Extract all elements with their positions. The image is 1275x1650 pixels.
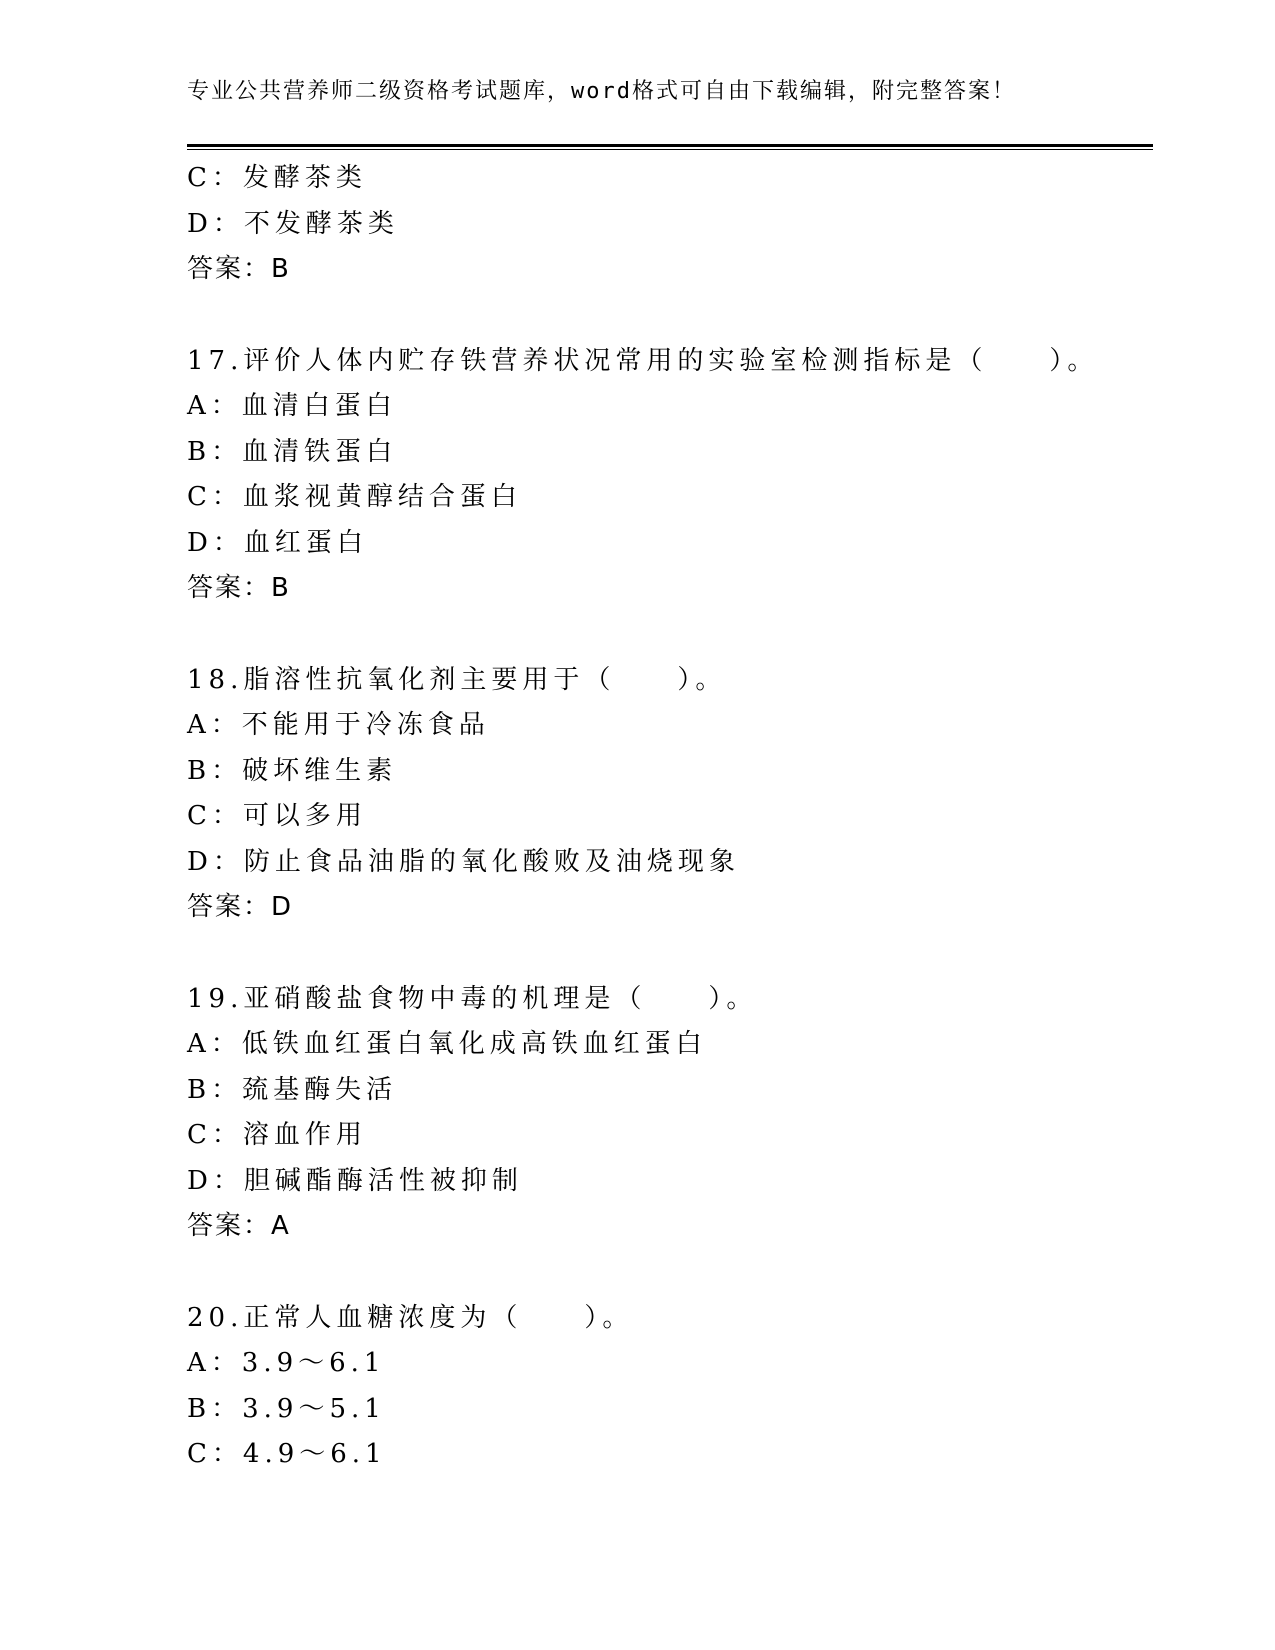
option-line: B：3.9～5.1 [187, 1393, 386, 1424]
answer-line: 答案：B [187, 573, 291, 603]
question-stem: 18.脂溶性抗氧化剂主要用于（ ）。 [187, 664, 727, 695]
option-line: A：低铁血红蛋白氧化成高铁血红蛋白 [187, 1029, 707, 1059]
answer-line: 答案：A [187, 1211, 291, 1241]
header-rule-thin [187, 149, 1153, 150]
page-header: 专业公共营养师二级资格考试题库，word格式可自由下载编辑，附完整答案！ [187, 79, 1016, 104]
option-line: A：3.9～6.1 [187, 1348, 386, 1378]
question-stem: 17.评价人体内贮存铁营养状况常用的实验室检测指标是（ ）。 [187, 345, 1099, 376]
question-list [187, 156, 1153, 1478]
option-line: C：发酵茶类 [187, 163, 367, 193]
option-line: C：溶血作用 [187, 1120, 367, 1150]
option-line: D：血红蛋白 [187, 527, 368, 558]
option-line: D：防止食品油脂的氧化酸败及油烧现象 [187, 846, 740, 877]
option-line: B：血清铁蛋白 [187, 436, 398, 467]
option-line: C：可以多用 [187, 801, 367, 831]
answer-line: 答案：B [187, 254, 291, 284]
option-line: D：胆碱酯酶活性被抑制 [187, 1165, 523, 1196]
header-rule-thick [187, 144, 1153, 147]
option-line: C：4.9～6.1 [187, 1439, 387, 1469]
option-line: A：血清白蛋白 [187, 391, 397, 421]
option-line: D：不发酵茶类 [187, 208, 399, 239]
option-line: B：巯基酶失活 [187, 1074, 398, 1105]
option-line: C：血浆视黄醇结合蛋白 [187, 482, 522, 512]
question-stem: 20.正常人血糖浓度为（ ）。 [187, 1302, 634, 1333]
answer-line: 答案：D [187, 892, 294, 922]
option-line: B：破坏维生素 [187, 755, 398, 786]
question-stem: 19.亚硝酸盐食物中毒的机理是（ ）。 [187, 983, 758, 1014]
option-line: A：不能用于冷冻食品 [187, 710, 490, 740]
